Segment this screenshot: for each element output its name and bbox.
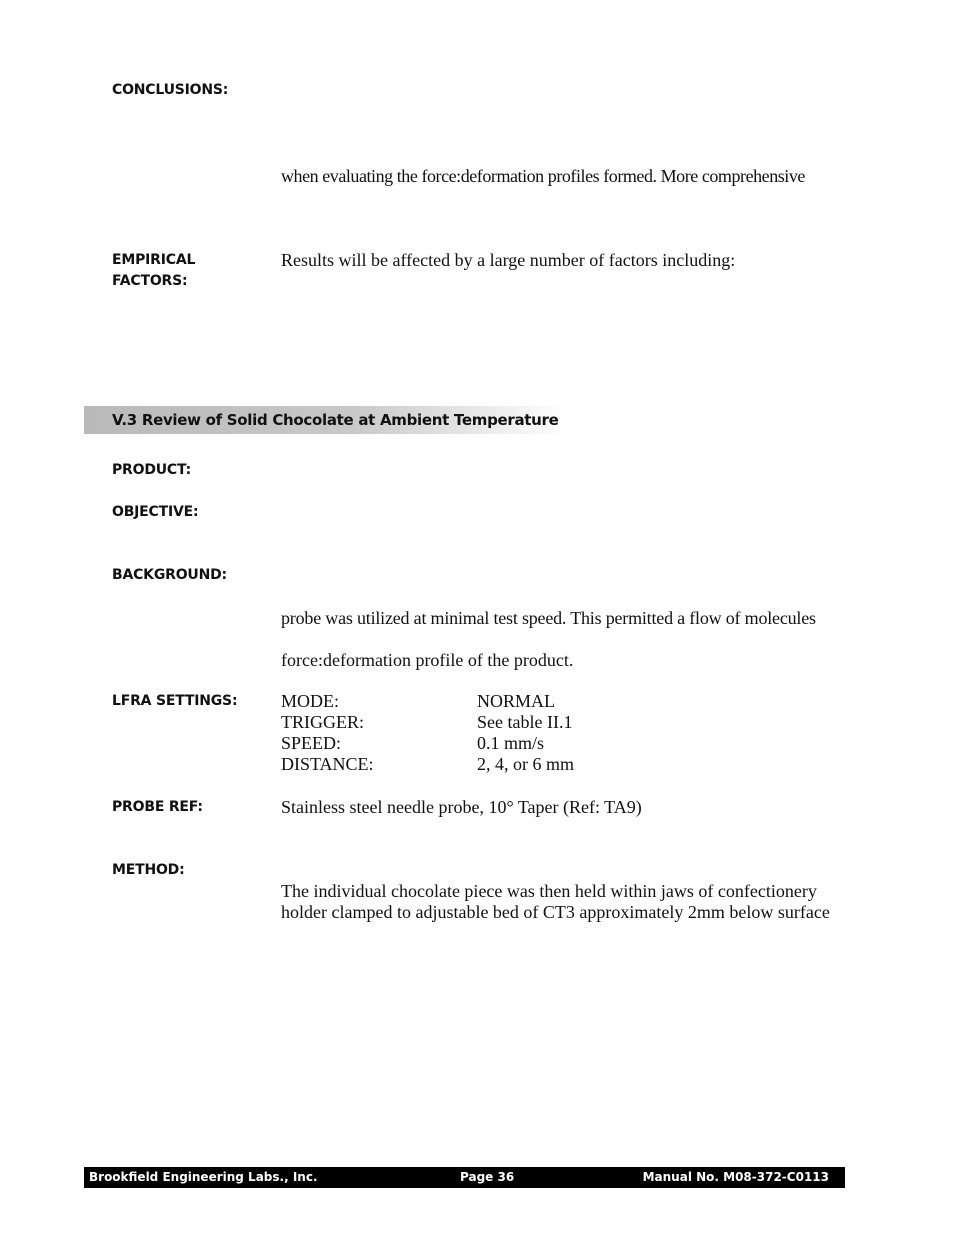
settings-value: 0.1 mm/s [477,733,545,753]
conclusions-text: when evaluating the force:deformation profiles formed. More comprehensive [281,166,805,186]
settings-key: TRIGGER: [281,712,364,732]
settings-value: 2, 4, or 6 mm [477,754,574,774]
empirical-label-line1: EMPIRICAL [112,252,196,268]
settings-key: DISTANCE: [281,754,374,774]
method-text-line1: The individual chocolate piece was then held within jaws of confectionery [281,881,817,901]
settings-key: MODE: [281,691,339,711]
settings-row-speed [281,733,574,754]
footer-manual-number: Manual No. M08-372-C0113 [642,1170,829,1184]
empirical-label-line2: FACTORS: [112,273,188,289]
background-text-line1: probe was utilized at minimal test speed. This permitted a flow of molecules [281,608,816,628]
probe-ref-label: PROBE REF: [112,799,203,815]
settings-value: NORMAL [477,691,556,711]
lfra-settings-table [281,691,574,775]
product-label: PRODUCT: [112,462,191,478]
footer-company: Brookfield Engineering Labs., Inc. [89,1170,318,1184]
probe-ref-text: Stainless steel needle probe, 10° Taper (Ref: TA9) [281,797,642,817]
settings-row-mode [281,691,574,712]
background-text-line2: force:deformation profile of the product. [281,650,574,670]
method-label: METHOD: [112,862,185,878]
empirical-factors-text: Results will be affected by a large number of factors including: [281,250,736,270]
page-footer [84,1167,845,1188]
footer-page-number: Page 36 [460,1170,515,1184]
section-title: V.3 Review of Solid Chocolate at Ambient Temperature [112,411,559,429]
method-text-line2: holder clamped to adjustable bed of CT3 approximately 2mm below surface [281,902,830,922]
settings-row-trigger [281,712,574,733]
objective-label: OBJECTIVE: [112,504,199,520]
lfra-settings-label: LFRA SETTINGS: [112,693,238,709]
settings-key: SPEED: [281,733,342,753]
background-label: BACKGROUND: [112,567,227,583]
settings-row-distance [281,754,574,775]
empirical-factors-label [112,250,195,292]
conclusions-label: CONCLUSIONS: [112,82,229,98]
settings-value: See table II.1 [477,712,573,732]
